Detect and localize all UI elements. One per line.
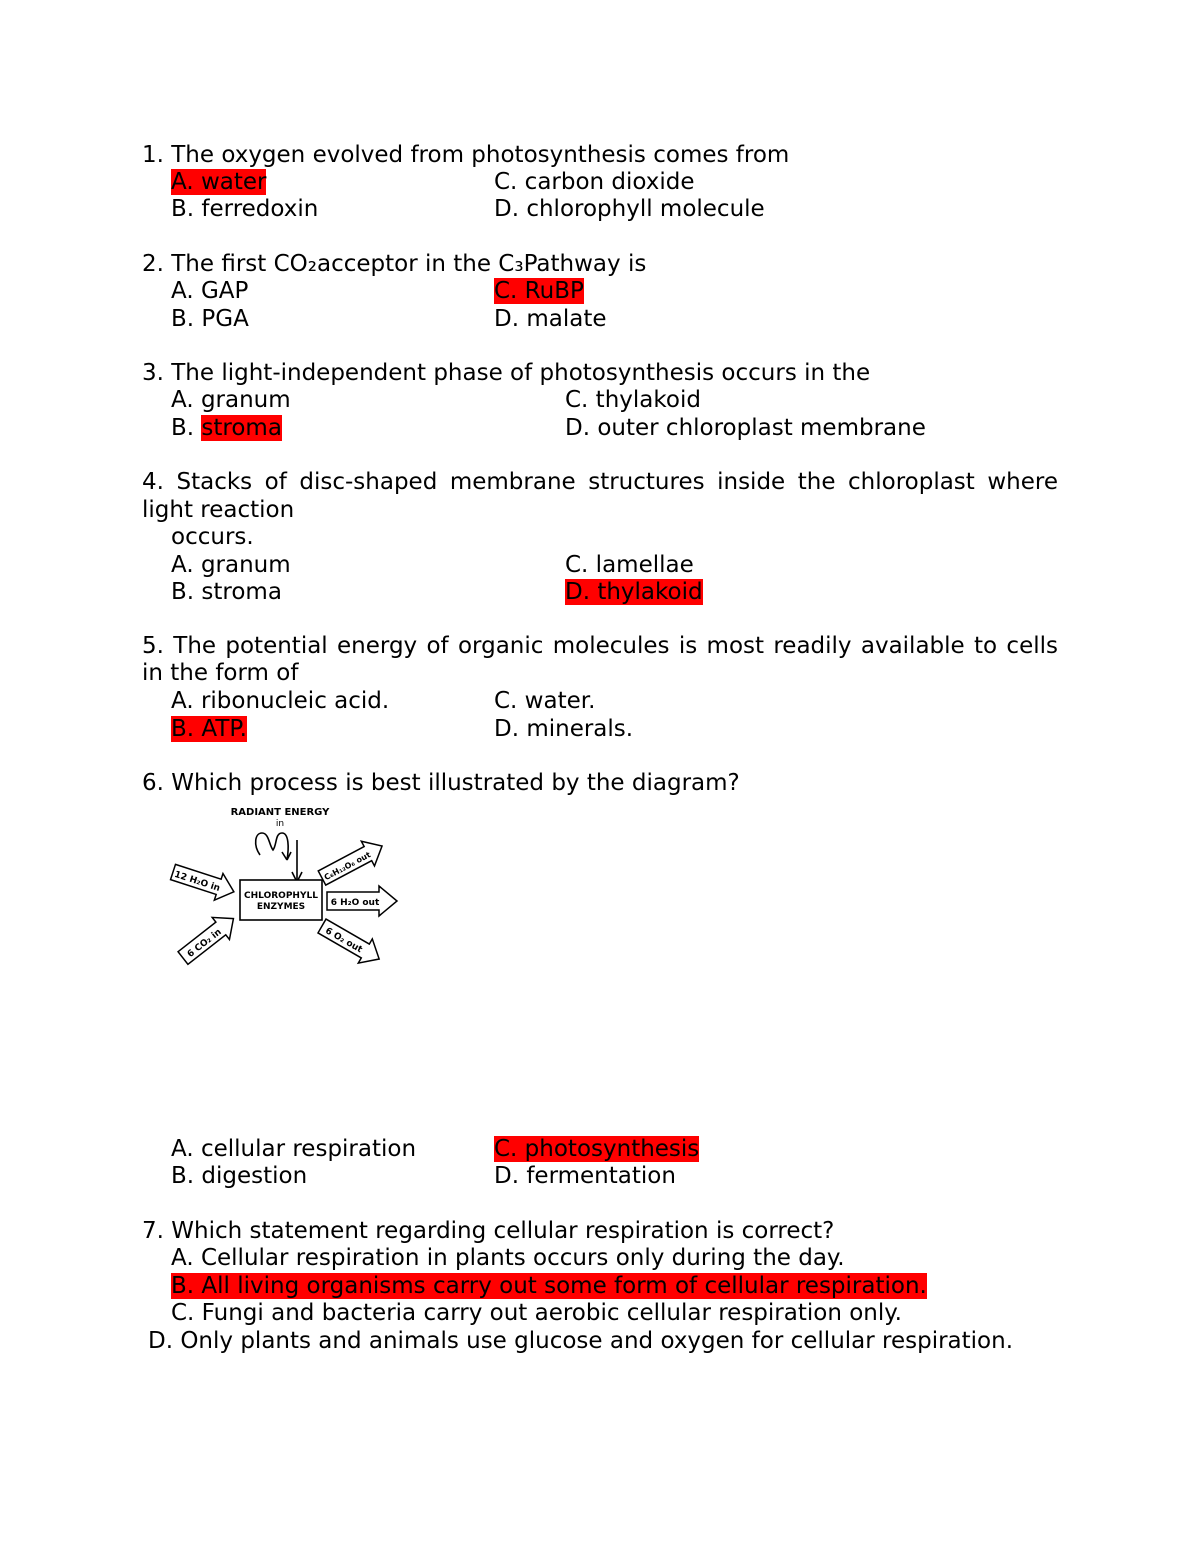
- q5-option-d: D. minerals.: [494, 716, 634, 742]
- co2-in-label: 6 CO₂ in: [185, 927, 224, 960]
- glucose-out-arrow: [315, 834, 388, 891]
- q6-answer-highlight: C. photosynthesis: [494, 1136, 700, 1162]
- q6-option-b: B. digestion: [171, 1163, 308, 1189]
- o2-out-arrow: [315, 914, 386, 970]
- q2-answer-highlight: C. RuBP: [494, 278, 584, 304]
- q7-answer-highlight: B. All living organisms carry out some form of cellular respiration.: [171, 1273, 927, 1299]
- q7-option-d: D. Only plants and animals use glucose and oxygen for cellular respiration.: [148, 1328, 1014, 1354]
- water-in-arrow: [169, 859, 239, 905]
- q1-answer-highlight: A. water: [171, 169, 267, 195]
- q3-option-b: [171, 414, 282, 442]
- photosynthesis-diagram: [165, 800, 405, 970]
- q5-option-c: C. water.: [494, 688, 596, 714]
- q4-option-c: C. lamellae: [565, 552, 694, 578]
- q7-stem: 7. Which statement regarding cellular respiration is correct?: [142, 1218, 835, 1244]
- q5-option-a: A. ribonucleic acid.: [171, 688, 390, 714]
- q2-option-d: D. malate: [494, 306, 607, 332]
- radiant-energy-label: RADIANT ENERGY: [230, 807, 330, 818]
- q1-option-a: [171, 168, 266, 196]
- q3-option-a: A. granum: [171, 387, 291, 413]
- q1-option-c: C. carbon dioxide: [494, 169, 695, 195]
- water-out-label: 6 H₂O out: [330, 898, 380, 908]
- q4-answer-highlight: D. thylakoid: [565, 579, 703, 605]
- q5-answer-highlight: B. ATP.: [171, 716, 247, 742]
- glucose-out-label: C₆H₁₂O₆ out: [322, 850, 373, 883]
- radiant-energy-wave-icon: [256, 833, 289, 860]
- q6-option-d: D. fermentation: [494, 1163, 676, 1189]
- o2-out-label: 6 O₂ out: [323, 926, 364, 956]
- water-in-label: 12 H₂O in: [173, 869, 222, 895]
- q1-option-d: D. chlorophyll molecule: [494, 196, 765, 222]
- q3-option-d: D. outer chloroplast membrane: [565, 415, 926, 441]
- q6-stem: 6. Which process is best illustrated by the diagram?: [142, 770, 740, 796]
- radiant-energy-in-label: in: [275, 819, 285, 829]
- q2-stem: 2. The first CO₂acceptor in the C₃Pathway is: [142, 251, 647, 277]
- chlorophyll-label: CHLOROPHYLL: [244, 891, 318, 901]
- q4-stem-line2: light reaction: [142, 497, 295, 523]
- q3-option-c: C. thylakoid: [565, 387, 701, 413]
- q4-option-b: B. stroma: [171, 579, 282, 605]
- q5-stem-line1: 5. The potential energy of organic molecules is most readily available to cells: [142, 633, 1058, 659]
- q5-stem-line2: in the form of: [142, 660, 299, 686]
- co2-in-arrow: [174, 908, 242, 969]
- q7-option-a: A. Cellular respiration in plants occurs only during the day.: [171, 1245, 845, 1271]
- q4-stem-line3: occurs.: [171, 524, 254, 550]
- q5-option-b: [171, 715, 247, 743]
- q3-answer-highlight: stroma: [201, 415, 282, 441]
- q7-option-c: C. Fungi and bacteria carry out aerobic cellular respiration only.: [171, 1300, 902, 1326]
- q4-option-a: A. granum: [171, 552, 291, 578]
- q1-stem: 1. The oxygen evolved from photosynthesis comes from: [142, 142, 790, 168]
- q4-option-d: [565, 578, 703, 606]
- q7-option-b: [171, 1272, 927, 1300]
- enzymes-label: ENZYMES: [256, 902, 306, 912]
- q2-option-a: A. GAP: [171, 278, 249, 304]
- radiant-arrow-head-icon: [282, 852, 291, 860]
- water-out-arrow: [327, 886, 397, 916]
- q3-option-b-prefix: B.: [171, 415, 202, 441]
- q1-option-b: B. ferredoxin: [171, 196, 319, 222]
- q6-option-c: [494, 1135, 699, 1163]
- q6-option-a: A. cellular respiration: [171, 1136, 417, 1162]
- q3-stem: 3. The light-independent phase of photosynthesis occurs in the: [142, 360, 871, 386]
- q2-option-b: B. PGA: [171, 306, 249, 332]
- q2-option-c: [494, 277, 584, 305]
- q4-stem-line1: 4. Stacks of disc-shaped membrane structures inside the chloroplast where: [142, 469, 1058, 495]
